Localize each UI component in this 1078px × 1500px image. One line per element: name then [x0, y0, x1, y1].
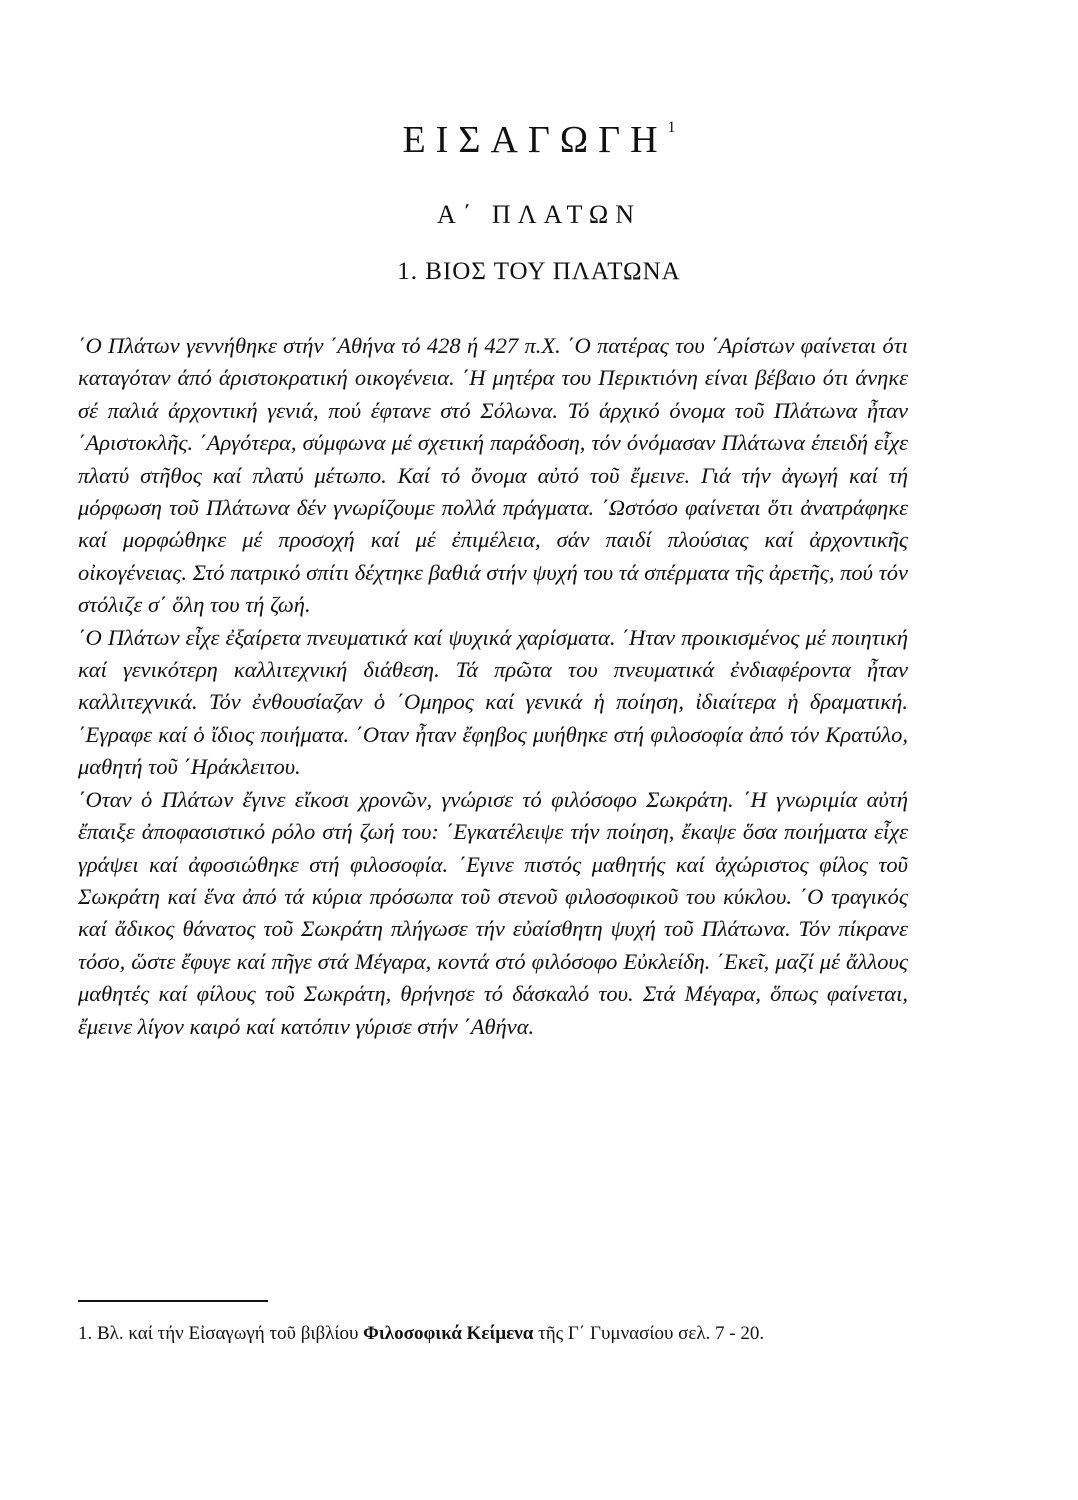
footnote-prefix: 1. Βλ. καί τήν Εἰσαγωγή τοῦ βιβλίου	[78, 1323, 364, 1344]
chapter-title	[0, 118, 1078, 162]
footnote	[78, 1322, 938, 1346]
paragraph: ΄Οταν ὁ Πλάτων ἔγινε εἴκοσι χρονῶν, γνώρισε τό φιλόσοφο Σωκράτη. ΄Η γνωριμία αὐτή ἔπαιξε ἀποφασιστικό ρόλο στή ζωή του: ΄Εγκατέλειψε τήν ποίηση, ἔκαψε ὅσα ποιήματα εἶχε γράψει καί ἀφοσιώθηκε στή φιλοσοφία. ΄Εγινε πιστός μαθητής καί ἀχώριστος φίλος τοῦ Σωκράτη καί ἕνα ἀπό τά κύρια πρόσωπα τοῦ στενοῦ φιλοσοφικοῦ του κύκλου. ΄Ο τραγικός καί ἄδικος θάνατος τοῦ Σωκράτη πλήγωσε τήν εὐαίσθητη ψυχή τοῦ Πλάτωνα. Τόν πίκρανε τόσο, ὥστε ἔφυγε καί πῆγε στά Μέγαρα, κοντά στό φιλόσοφο Εὐκλείδη. ΄Εκεῖ, μαζί μέ ἄλλους μαθητές καί φίλους τοῦ Σωκράτη, θρήνησε τό δάσκαλό του. Στά Μέγαρα, ὅπως φαίνεται, ἔμεινε λίγον καιρό καί κατόπιν γύρισε στήν ΄Αθήνα.	[78, 786, 908, 1039]
footnote-book-title: Φιλοσοφικά Κείμενα	[363, 1323, 534, 1344]
subsection-title: 1. ΒΙΟΣ ΤΟΥ ΠΛΑΤΩΝΑ	[397, 258, 681, 285]
footnote-marker: 1	[667, 119, 676, 137]
footnote-divider	[78, 1300, 268, 1302]
body-text	[78, 330, 908, 1043]
paragraph: ΄Ο Πλάτων εἶχε ἐξαίρετα πνευματικά καί ψυχικά χαρίσματα. ΄Ηταν προικισμένος μέ ποιητική καί γενικότερη καλλιτεχνική διάθεση. Τά πρῶτα του πνευματικά ἐνδιαφέροντα ἦταν καλλιτεχνικά. Τόν ἐνθουσίαζαν ὁ ΄Ομηρος καί γενικά ἡ ποίηση, ἰδιαίτερα ἡ δραματική. ΄Εγραφε καί ὁ ἴδιος ποιήματα. ΄Οταν ἦταν ἔφηβος μυήθηκε στή φιλοσοφία ἀπό τόν Κρατύλο, μαθητή τοῦ ΄Ηράκλειτου.	[78, 624, 908, 780]
paragraph: ΄Ο Πλάτων γεννήθηκε στήν ΄Αθήνα τό 428 ή 427 π.Χ. ΄Ο πατέρας του ΄Αρίστων φαίνεται ότι καταγόταν άπό άριστοκρατική οικογένεια. ΄Η μητέρα του Περικτιόνη είναι βέβαιο ότι άνηκε σέ παλιά άρχοντική γενιά, πού έφτανε στό Σόλωνα. Τό άρχικό όνομα τοῦ Πλάτωνα ἦταν ΄Αριστοκλῆς. ΄Αργότερα, σύμφωνα μέ σχετική παράδοση, τόν όνόμασαν Πλάτωνα έπειδή εἶχε πλατύ στῆθος καί πλατύ μέτωπο. Καί τό ὄνομα αὐτό τοῦ ἔμεινε. Γιά τήν ἀγωγή καί τή μόρφωση τοῦ Πλάτωνα δέν γνωρίζουμε πολλά πράγματα. ΄Ωστόσο φαίνεται ὅτι ἀνατράφηκε καί μορφώθηκε μέ προσοχή καί μέ ἐπιμέλεια, σάν παιδί πλούσιας καί ἀρχοντικῆς οἰκογένειας. Στό πατρικό σπίτι δέχτηκε βαθιά στήν ψυχή του τά σπέρματα τῆς ἀρετῆς, πού τόν στόλιζε σ΄ ὅλη του τή ζωή.	[78, 333, 908, 618]
footnote-suffix: τῆς Γ΄ Γυμνασίου σελ. 7 - 20.	[533, 1323, 765, 1344]
chapter-title-text: ΕΙΣΑΓΩΓΗ	[402, 119, 668, 161]
section-title: Α΄ ΠΛΑΤΩΝ	[437, 200, 641, 229]
